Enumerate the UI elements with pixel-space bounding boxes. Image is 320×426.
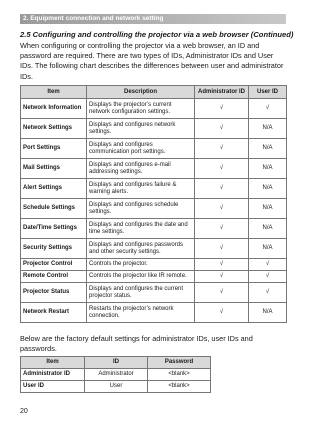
row-item: Date/Time Settings [21, 219, 87, 239]
row-item: Security Settings [21, 239, 87, 259]
row-item: Remote Control [21, 271, 87, 283]
row-admin: √ [195, 159, 249, 179]
row-admin: √ [195, 99, 249, 119]
row-user: N/A [249, 159, 287, 179]
row-user: N/A [249, 219, 287, 239]
row-item: Projector Control [21, 259, 87, 271]
row-item: User ID [21, 381, 85, 393]
row-item: Administrator ID [21, 369, 85, 381]
default-settings-paragraph: Below are the factory default settings for administrator IDs, user IDs and passwords. [20, 334, 253, 354]
default-credentials-table [20, 356, 211, 393]
table-row [21, 381, 211, 393]
chapter-header-bar [20, 14, 286, 24]
table-row [21, 159, 287, 179]
table-row [21, 179, 287, 199]
row-admin: √ [195, 303, 249, 323]
row-description: Displays and configures network settings. [87, 119, 195, 139]
row-item: Projector Status [21, 283, 87, 303]
row-admin: √ [195, 199, 249, 219]
table-header-row [21, 357, 211, 369]
section-title: 2.5 Configuring and controlling the projector via a web browser (Continued) [20, 30, 294, 39]
row-user: √ [249, 283, 287, 303]
header-user-id: User ID [249, 86, 287, 99]
row-id: User [85, 381, 148, 393]
row-user: N/A [249, 179, 287, 199]
row-user: N/A [249, 119, 287, 139]
id-permissions-table [20, 85, 287, 323]
row-admin: √ [195, 283, 249, 303]
intro-paragraph: When configuring or controlling the projector via a web browser, an ID and password are required. There are two types of IDs, Administrator IDs and User IDs. The following chart describes the differences between user and administrator IDs. [20, 41, 284, 81]
row-user: N/A [249, 239, 287, 259]
table-header-row [21, 86, 287, 99]
table-row [21, 259, 287, 271]
row-password: <blank> [148, 369, 211, 381]
table-row [21, 139, 287, 159]
row-item: Network Restart [21, 303, 87, 323]
row-description: Displays the projector’s current network configuration settings. [87, 99, 195, 119]
table-row [21, 369, 211, 381]
row-item: Schedule Settings [21, 199, 87, 219]
row-user: √ [249, 271, 287, 283]
row-item: Network Settings [21, 119, 87, 139]
row-item: Port Settings [21, 139, 87, 159]
row-description: Displays and configures the date and time settings. [87, 219, 195, 239]
row-item: Mail Settings [21, 159, 87, 179]
row-description: Displays and configures failure & warning alerts. [87, 179, 195, 199]
header-password: Password [148, 357, 211, 369]
row-description: Displays and configures schedule settings. [87, 199, 195, 219]
page-number: 20 [20, 408, 28, 415]
header-item: Item [21, 357, 85, 369]
row-admin: √ [195, 139, 249, 159]
table-row [21, 199, 287, 219]
header-id: ID [85, 357, 148, 369]
row-description: Displays and configures the current projector status. [87, 283, 195, 303]
row-user: N/A [249, 199, 287, 219]
table-row [21, 239, 287, 259]
row-admin: √ [195, 239, 249, 259]
row-item: Network Information [21, 99, 87, 119]
row-admin: √ [195, 259, 249, 271]
row-item: Alert Settings [21, 179, 87, 199]
header-item: Item [21, 86, 87, 99]
table-row [21, 283, 287, 303]
row-description: Controls the projector. [87, 259, 195, 271]
row-admin: √ [195, 119, 249, 139]
table-row [21, 99, 287, 119]
header-description: Description [87, 86, 195, 99]
row-password: <blank> [148, 381, 211, 393]
table-row [21, 119, 287, 139]
row-description: Displays and configures passwords and other security settings. [87, 239, 195, 259]
row-admin: √ [195, 179, 249, 199]
row-user: N/A [249, 139, 287, 159]
row-description: Displays and configures communication port settings. [87, 139, 195, 159]
row-user: √ [249, 259, 287, 271]
row-description: Restarts the projector’s network connection. [87, 303, 195, 323]
table-row [21, 271, 287, 283]
row-description: Displays and configures e-mail addressing settings. [87, 159, 195, 179]
row-admin: √ [195, 219, 249, 239]
row-description: Controls the projector like IR remote. [87, 271, 195, 283]
header-admin-id: Administrator ID [195, 86, 249, 99]
row-id: Administrator [85, 369, 148, 381]
row-user: N/A [249, 303, 287, 323]
table-row [21, 303, 287, 323]
chapter-header-text: 2. Equipment connection and network setting [23, 15, 164, 22]
row-user: √ [249, 99, 287, 119]
table-row [21, 219, 287, 239]
row-admin: √ [195, 271, 249, 283]
